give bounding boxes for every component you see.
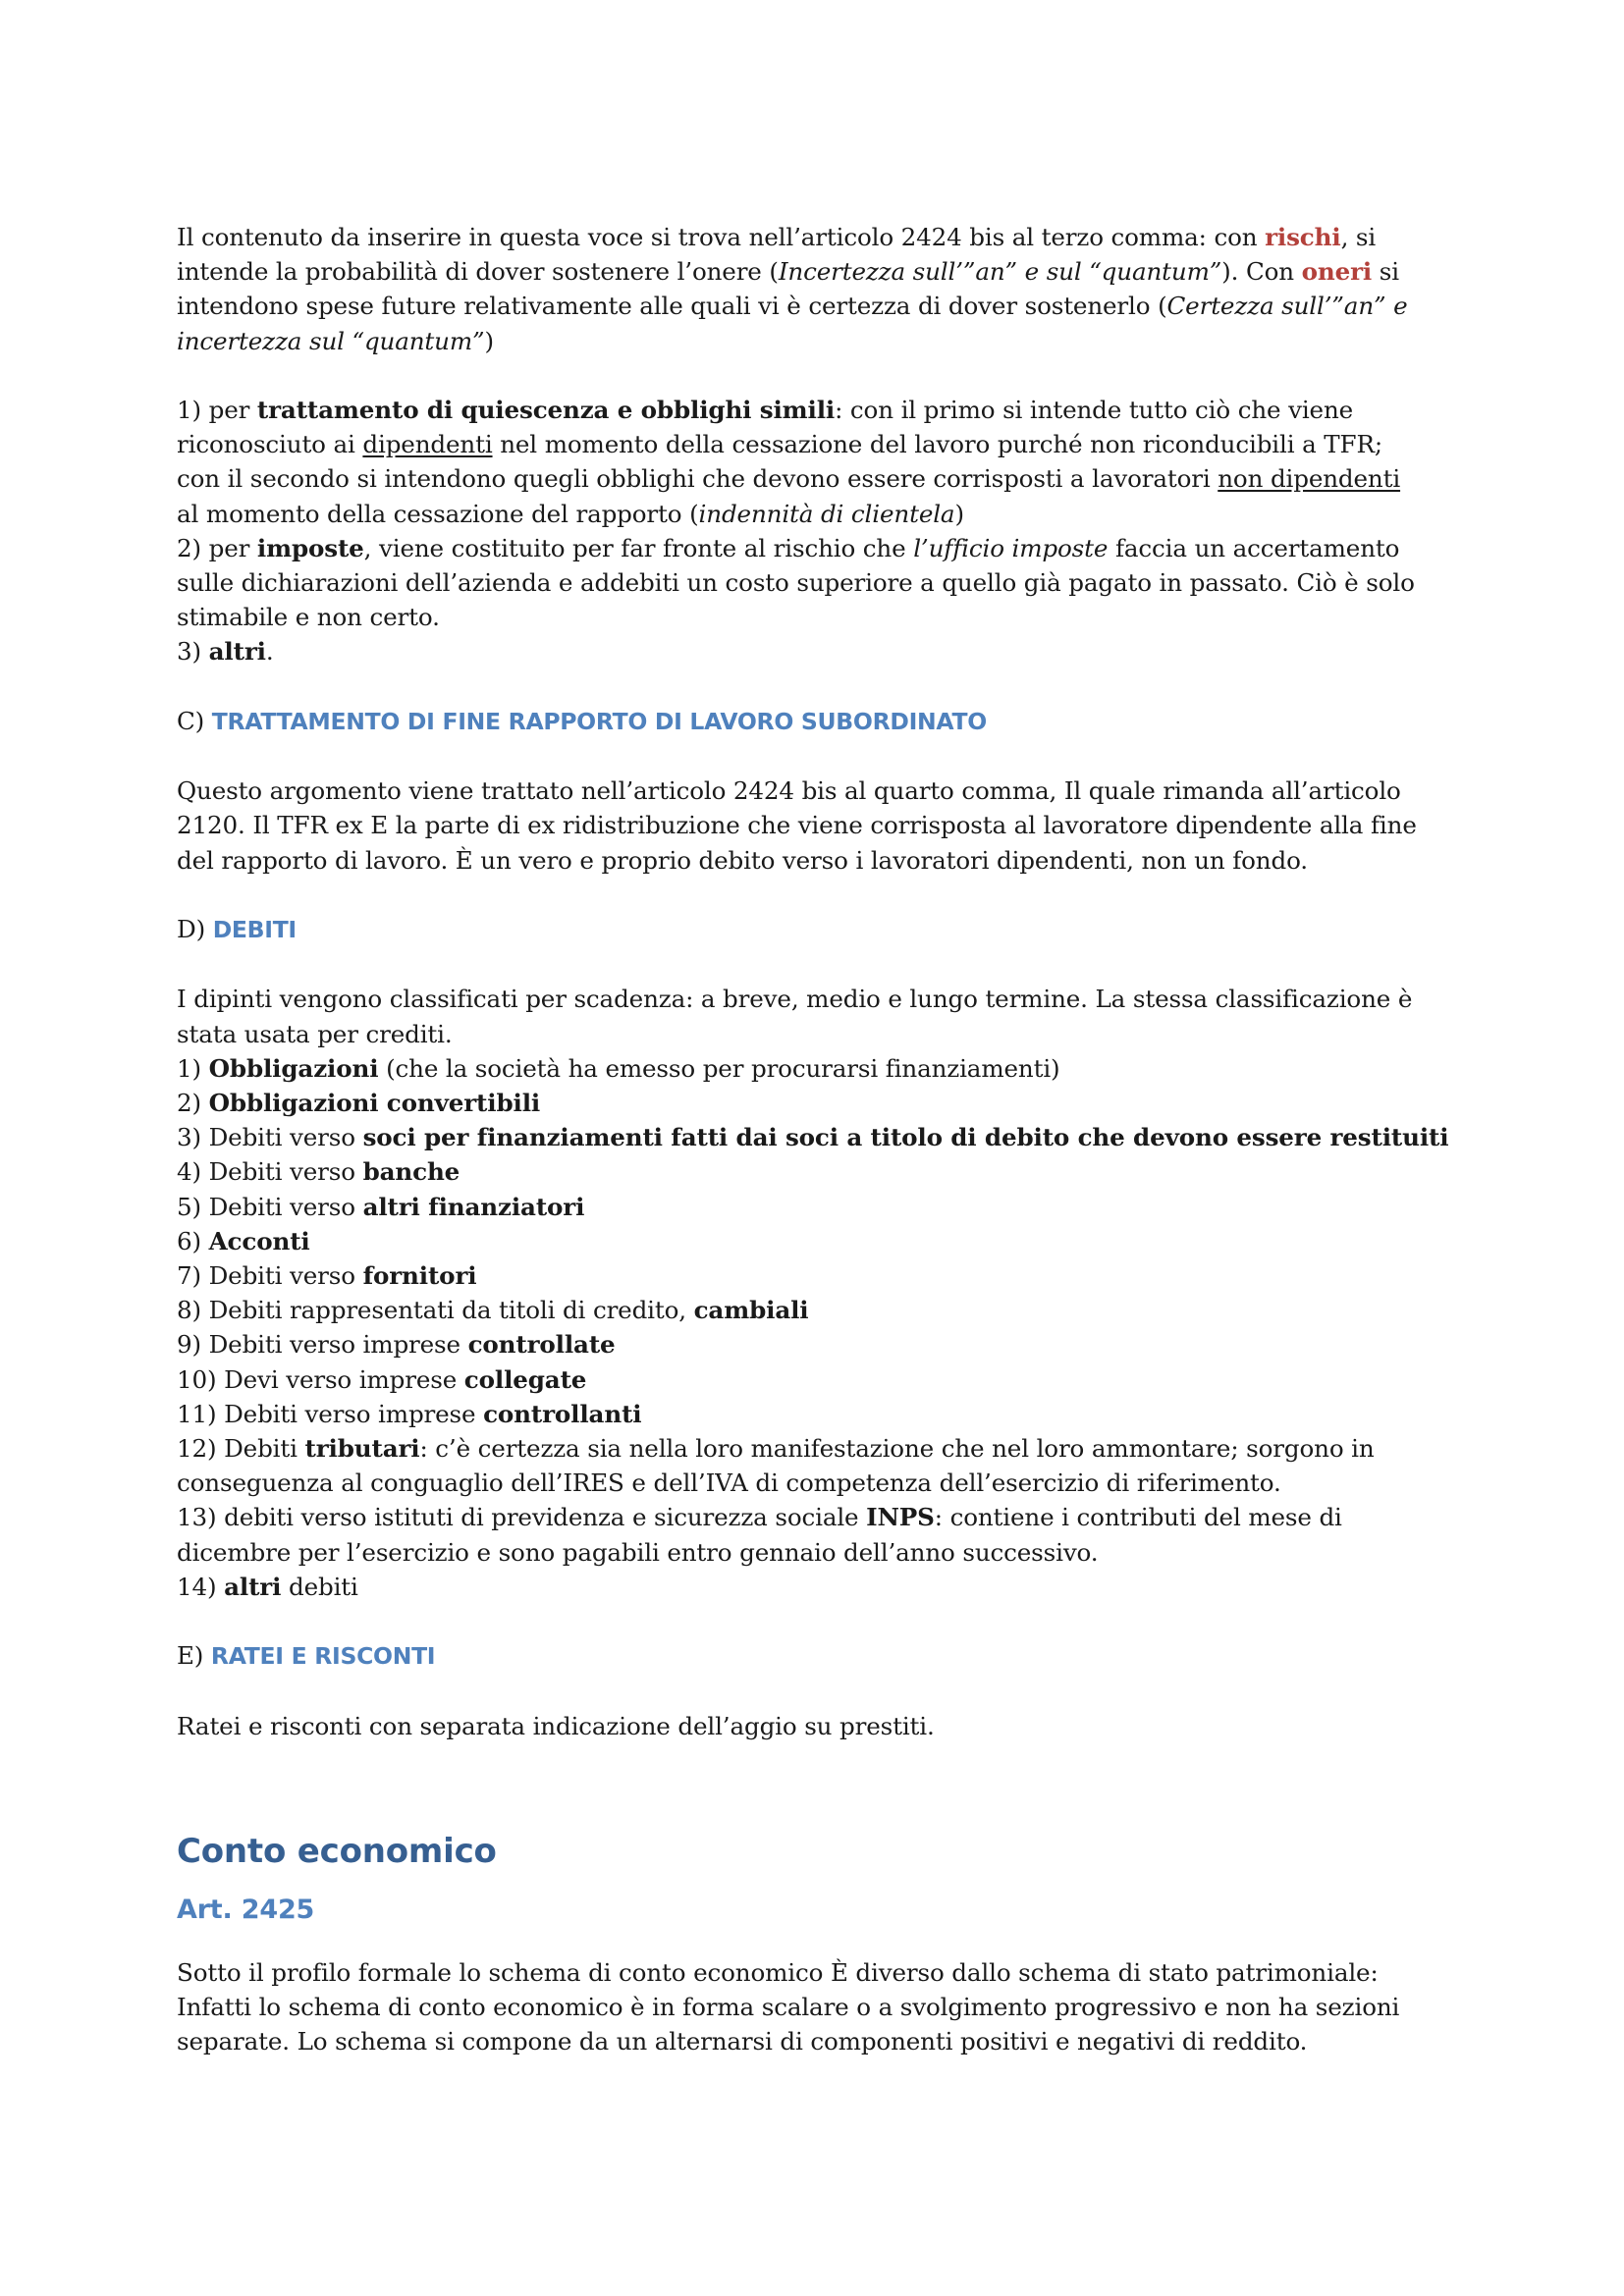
- debiti-items: [177, 1051, 1463, 1431]
- spacer: [177, 1928, 1463, 1955]
- keyword-rischi: rischi: [1265, 223, 1341, 251]
- debiti-item: 9) Debiti verso imprese controllate: [177, 1330, 616, 1360]
- section-heading-tfr: C) TRATTAMENTO DI FINE RAPPORTO DI LAVORO SUBORDINATO: [177, 706, 987, 735]
- tfr-line-1: Questo argomento viene trattato nell’articolo 2424 bis al quarto comma, Il quale rimanda all’articolo: [177, 776, 1401, 806]
- keyword-oneri: oneri: [1301, 257, 1373, 287]
- subheading-art-2425: Art. 2425: [177, 1894, 315, 1925]
- intro-line-3: intendono spese future relativamente alle quali vi è certezza di dover sostenerlo (Certezza sull’”an” e: [177, 292, 1408, 321]
- document-body: [177, 220, 1463, 2058]
- spacer: [177, 669, 1463, 704]
- debiti-item: 7) Debiti verso fornitori: [177, 1261, 477, 1291]
- fondi-item-1-line-3: con il secondo si intendono quegli obblighi che devono essere corrisposti a lavoratori non dipendenti: [177, 464, 1401, 494]
- conto-line-3: separate. Lo schema si compone da un alternarsi di componenti positivi e negativi di reddito.: [177, 2027, 1308, 2056]
- debiti-item: 2) Obbligazioni convertibili: [177, 1089, 541, 1117]
- section-heading-ratei: E) RATEI E RISCONTI: [177, 1641, 436, 1671]
- fondi-item-1-line-1: 1) per trattamento di quiescenza e obblighi simili: con il primo si intende tutto ciò che viene: [177, 396, 1354, 424]
- debiti-item: 6) Acconti: [177, 1226, 310, 1255]
- tfr-line-2: 2120. Il TFR ex E la parte di ex ridistribuzione che viene corrisposta al lavoratore dipendente alla fine: [177, 811, 1417, 840]
- debiti-item-13-line-2: dicembre per l’esercizio e sono pagabili entro gennaio dell’anno successivo.: [177, 1537, 1099, 1567]
- debiti-intro-line-1: I dipinti vengono classificati per scadenza: a breve, medio e lungo termine. La stessa classificazione è: [177, 985, 1413, 1014]
- debiti-item: 8) Debiti rappresentati da titoli di credito, cambiali: [177, 1296, 809, 1325]
- heading-conto-economico: Conto economico: [177, 1831, 497, 1871]
- spacer: [177, 1743, 1463, 1830]
- spacer: [177, 878, 1463, 912]
- intro-line-4: incertezza sul “quantum”): [177, 326, 494, 355]
- conto-line-2: Infatti lo schema di conto economico è in forma scalare o a svolgimento progressivo e non ha sezioni: [177, 1993, 1400, 2022]
- spacer: [177, 1604, 1463, 1638]
- conto-paragraph: [177, 1955, 1463, 2059]
- debiti-item: 1) Obbligazioni (che la società ha emesso per procurarsi finanziamenti): [177, 1053, 1060, 1083]
- fondi-item-2-line-2: sulle dichiarazioni dell’azienda e addebiti un costo superiore a quello già pagato in passato. Ciò è solo: [177, 568, 1415, 598]
- fondi-list: [177, 393, 1463, 669]
- debiti-list: [177, 982, 1463, 1604]
- debiti-item-13-line-1: 13) debiti verso istituti di previdenza e sicurezza sociale INPS: contiene i contributi del mese di: [177, 1503, 1342, 1532]
- debiti-item: 3) Debiti verso soci per finanziamenti fatti dai soci a titolo di debito che devono essere restituiti: [177, 1123, 1449, 1152]
- fondi-item-2-line-1: 2) per imposte, viene costituito per far fronte al rischio che l’ufficio imposte faccia un accertamento: [177, 533, 1400, 562]
- intro-paragraph: [177, 220, 1463, 358]
- fondi-item-1-line-4: al momento della cessazione del rapporto (indennità di clientela): [177, 499, 964, 528]
- debiti-item-14: 14) altri debiti: [177, 1572, 358, 1601]
- debiti-item: 4) Debiti verso banche: [177, 1157, 460, 1187]
- spacer: [177, 1873, 1463, 1893]
- section-heading-debiti: D) DEBITI: [177, 915, 297, 943]
- fondi-item-1-line-2: riconosciuto ai dipendenti nel momento della cessazione del lavoro purché non riconducibili a TFR;: [177, 430, 1382, 459]
- spacer: [177, 739, 1463, 774]
- debiti-item: 5) Debiti verso altri finanziatori: [177, 1192, 585, 1221]
- debiti-intro-line-2: stata usata per crediti.: [177, 1019, 453, 1048]
- intro-line-2: intende la probabilità di dover sostenere l’onere (Incertezza sull’”an” e sul “quantum”). Con oneri si: [177, 257, 1399, 287]
- debiti-item: 10) Devi verso imprese collegate: [177, 1364, 587, 1394]
- debiti-item-12-line-2: conseguenza al conguaglio dell’IRES e dell’IVA di competenza dell’esercizio di riferimento.: [177, 1468, 1281, 1498]
- ratei-text: Ratei e risconti con separata indicazione dell’aggio su prestiti.: [177, 1711, 935, 1740]
- intro-line-1: Il contenuto da inserire in questa voce si trova nell’articolo 2424 bis al terzo comma: con rischi, si: [177, 223, 1377, 251]
- fondi-item-2-line-3: stimabile e non certo.: [177, 603, 440, 632]
- tfr-line-3: del rapporto di lavoro. È un vero e proprio debito verso i lavoratori dipendenti, non un fondo.: [177, 845, 1308, 875]
- fondi-item-3: 3) altri.: [177, 637, 274, 667]
- spacer: [177, 358, 1463, 393]
- debiti-item-12-line-1: 12) Debiti tributari: c’è certezza sia nella loro manifestazione che nel loro ammontare; sorgono in: [177, 1434, 1375, 1464]
- spacer: [177, 947, 1463, 982]
- tfr-paragraph: [177, 774, 1463, 878]
- spacer: [177, 1674, 1463, 1708]
- conto-line-1: Sotto il profilo formale lo schema di conto economico È diverso dallo schema di stato patrimoniale:: [177, 1957, 1379, 1987]
- debiti-item: 11) Debiti verso imprese controllanti: [177, 1399, 642, 1428]
